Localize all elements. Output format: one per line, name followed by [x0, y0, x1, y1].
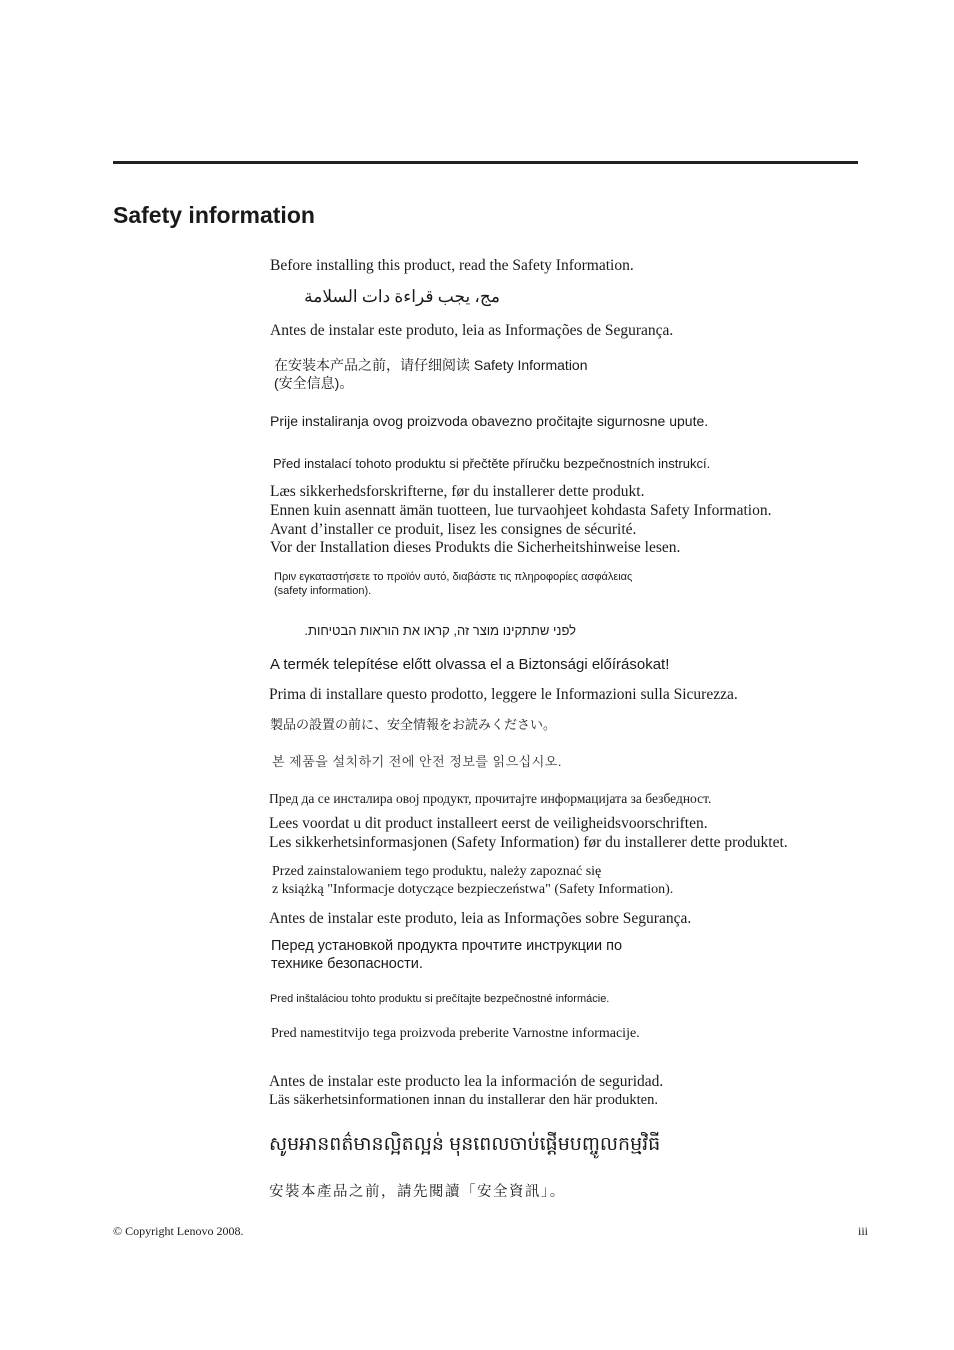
safety-line-swedish: Läs säkerhetsinformationen innan du installerar den här produkten.	[269, 1092, 658, 1108]
safety-line-japanese: 製品の設置の前に、安全情報をお読みください。	[270, 717, 557, 732]
safety-line-croatian: Prije instaliranja ovog proizvoda obavezno pročitajte sigurnosne upute.	[270, 413, 709, 429]
safety-line-arabic: مج، يجب قراءة دات السلامة	[304, 287, 500, 306]
safety-line-macedonian: Пред да се инсталира овој продукт, прочитајте информацијата за безбедност.	[269, 791, 712, 806]
page-title: Safety information	[113, 202, 315, 228]
safety-line-russian-2: технике безопасности.	[271, 956, 423, 972]
safety-line-chinese-simplified-2: (安全信息)。	[274, 375, 354, 391]
safety-line-hebrew: לפני שתתקינו מוצר זה, קראו את הוראות הבטיחות.	[304, 623, 576, 638]
safety-line-danish: Læs sikkerhedsforskrifterne, før du installerer dette produkt.	[270, 483, 645, 500]
safety-line-hungarian: A termék telepítése előtt olvassa el a Biztonsági előírásokat!	[270, 656, 670, 673]
safety-line-dutch: Lees voordat u dit product installeert eerst de veiligheidsvoorschriften.	[269, 815, 708, 832]
safety-line-norwegian: Les sikkerhetsinformasjonen (Safety Information) før du installerer dette produktet.	[269, 834, 788, 851]
safety-line-french: Avant d’installer ce produit, lisez les consignes de sécurité.	[270, 521, 637, 538]
safety-line-czech: Před instalací tohoto produktu si přečtěte příručku bezpečnostních instrukcí.	[273, 456, 711, 471]
safety-line-greek-2: (safety information).	[274, 585, 372, 597]
safety-line-slovenian: Pred namestitvijo tega proizvoda preberite Varnostne informacije.	[271, 1026, 640, 1041]
safety-line-polish: Przed zainstalowaniem tego produktu, należy zapoznać się	[272, 864, 602, 879]
safety-line-portuguese-br: Antes de instalar este produto, leia as Informações de Segurança.	[270, 322, 674, 339]
safety-line-polish-2: z książką "Informacje dotyczące bezpieczeństwa" (Safety Information).	[272, 882, 674, 897]
safety-line-portuguese: Antes de instalar este produto, leia as Informações sobre Segurança.	[269, 910, 692, 927]
safety-line-greek: Πριν εγκαταστήσετε το προϊόν αυτό, διαβάστε τις πληροφορίες ασφάλειας	[274, 571, 633, 583]
safety-line-finnish: Ennen kuin asennatt ämän tuotteen, lue turvaohjeet kohdasta Safety Information.	[270, 502, 772, 519]
safety-line-russian: Перед установкой продукта прочтите инструкции по	[271, 938, 623, 954]
footer-page-number: iii	[857, 1224, 868, 1238]
safety-line-korean: 본 제품을 설치하기 전에 안전 정보를 읽으십시오.	[272, 754, 562, 769]
safety-line-italian: Prima di installare questo prodotto, leggere le Informazioni sulla Sicurezza.	[269, 686, 738, 703]
safety-line-khmer: សូមអានពត៌មានល្អិតល្អន់ មុនពេលចាប់ផ្តើមបញ្ចូលកម្មវិធី	[269, 1134, 661, 1155]
header-rule	[113, 161, 858, 164]
safety-line-english: Before installing this product, read the Safety Information.	[270, 257, 634, 274]
safety-line-chinese-traditional: 安裝本產品之前，請先閱讀「安全資訊」。	[269, 1184, 566, 1200]
safety-line-german: Vor der Installation dieses Produkts die Sicherheitshinweise lesen.	[270, 539, 681, 556]
safety-line-chinese-simplified: 在安装本产品之前，请仔细阅读 Safety Information	[274, 357, 588, 373]
footer-copyright: © Copyright Lenovo 2008.	[113, 1224, 244, 1238]
safety-line-spanish: Antes de instalar este producto lea la información de seguridad.	[269, 1073, 664, 1090]
safety-line-slovak: Pred inštaláciou tohto produktu si prečítajte bezpečnostné informácie.	[270, 993, 610, 1005]
